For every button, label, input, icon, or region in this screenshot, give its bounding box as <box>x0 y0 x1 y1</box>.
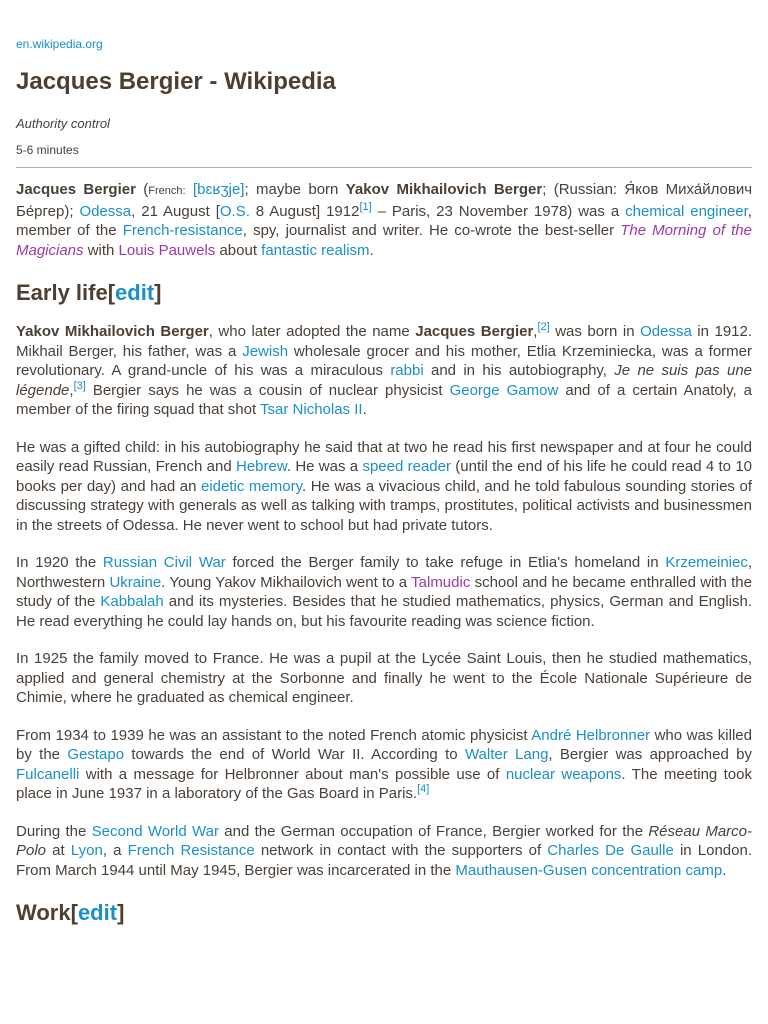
ukraine-link[interactable]: Ukraine <box>109 573 162 591</box>
rabbi-link[interactable]: rabbi <box>390 362 424 379</box>
subject-name: Jacques Bergier <box>16 181 136 198</box>
section-heading-early-life: Early life[edit] <box>16 280 162 305</box>
birth-name: Yakov Mikhailovich Berger <box>345 181 543 198</box>
odessa-link[interactable]: Odessa <box>79 202 132 220</box>
odessa-link[interactable]: Odessa <box>640 323 692 340</box>
walter-lang-link[interactable]: Walter Lang <box>464 746 549 763</box>
hebrew-link[interactable]: Hebrew <box>235 458 287 475</box>
read-time: 5-6 minutes <box>16 143 79 157</box>
charles-de-gaulle-link[interactable]: Charles De Gaulle <box>547 842 674 859</box>
edit-early-life-link[interactable]: edit <box>115 280 155 305</box>
george-gamow-link[interactable]: George Gamow <box>449 381 559 399</box>
language-label: French: <box>148 185 186 197</box>
paragraph-refuge: In 1920 the Russian Civil War forced the Berger family to take refuge in Etlia's homeland in Krzemeiniec, Northwestern Ukraine. Young Yakov Mikhailovich went to a Talmudic school and he became enthralled with the study of the Kabbalah and its mysteries. Besides that he studied mathematics, physics, German and English. He read everything he could lay hands on, but his favourite reading was science fiction. <box>16 554 753 630</box>
speed-reader-link[interactable]: speed reader <box>362 458 451 475</box>
eidetic-memory-link[interactable]: eidetic memory <box>201 477 302 495</box>
fulcanelli-link[interactable]: Fulcanelli <box>16 765 80 783</box>
reseau-name: Réseau Marco-Polo <box>16 822 753 859</box>
morning-of-the-magicians-link[interactable]: The Morning of the Magicians <box>16 222 752 259</box>
byline: Authority control <box>16 116 110 131</box>
old-style-link[interactable]: O.S. <box>219 202 250 220</box>
french-resistance-network-link[interactable]: French Resistance <box>127 842 255 859</box>
louis-pauwels-link[interactable]: Louis Pauwels <box>118 241 216 259</box>
paragraph-france: In 1925 the family moved to France. He was a pupil at the Lycée Saint Louis, then he studied mathematics, applied and general chemistry at the Sorbonne and finally he went to the École Nationale Supérieure de Chimie, where he graduated as chemical engineer. <box>16 650 752 706</box>
gestapo-link[interactable]: Gestapo <box>67 746 125 763</box>
paragraph-helbronner: From 1934 to 1939 he was an assistant to the noted French atomic physicist André Helbronner who was killed by the Gestapo towards the end of World War II. According to Walter Lang, Bergier was approached by Fulcanelli with a message for Helbronner about man's possible use of nuclear weapons. The meeting took place in June 1937 in a laboratory of the Gas Board in Paris.[4] <box>16 726 752 802</box>
header-divider <box>16 167 752 168</box>
page-title: Jacques Bergier - Wikipedia <box>16 68 336 95</box>
lyon-link[interactable]: Lyon <box>70 842 103 859</box>
tsar-nicholas-link[interactable]: Tsar Nicholas II <box>260 401 363 418</box>
reference-2-link[interactable]: [2] <box>537 321 550 333</box>
french-resistance-link[interactable]: French-resistance <box>122 222 243 239</box>
autobiography-title: Je ne suis pas une légende <box>16 362 752 399</box>
reference-3-link[interactable]: [3] <box>73 379 86 392</box>
intro-paragraph: Jacques Bergier (French: [bɛʁʒje]; maybe born Yakov Mikhailovich Berger; (Russian: Я́ков Миха́йлович Бе́ргер); Odessa, 21 August [O.S. 8 August] 1912[1] – Paris, 23 November 1978) was a chemical engineer, member of the French-resistance, spy, journalist and writer. He co-wrote the best-seller The Morning of the Magicians with Louis Pauwels about fantastic realism. <box>16 181 753 259</box>
reference-4-link[interactable]: [4] <box>417 783 430 795</box>
fantastic-realism-link[interactable]: fantastic realism <box>261 241 370 259</box>
nuclear-weapons-link[interactable]: nuclear weapons <box>505 765 622 783</box>
article-body <box>16 180 752 942</box>
talmudic-link[interactable]: Talmudic <box>411 573 471 591</box>
andre-helbronner-link[interactable]: André Helbronner <box>531 726 651 744</box>
chemical-engineer-link[interactable]: chemical engineer <box>625 202 748 220</box>
mauthausen-gusen-link[interactable]: Mauthausen-Gusen concentration camp <box>455 861 723 879</box>
paragraph-childhood: He was a gifted child: in his autobiography he said that at two he read his first newspaper and at four he could easily read Russian, French and Hebrew. He was a speed reader (until the end of his life he could read 4 to 10 books per day) and had an eidetic memory. He was a vivacious child, and he told fabulous sounding stories of discussing strategy with generals as well as talking with tramps, prostitutes, political activists and businessmen in the streets of Odessa. He never went to school but had private tutors. <box>16 438 753 534</box>
russian-civil-war-link[interactable]: Russian Civil War <box>102 554 226 571</box>
ipa-link[interactable]: [bɛʁʒje] <box>192 181 245 198</box>
source-domain-link[interactable]: en.wikipedia.org <box>16 37 103 51</box>
jewish-link[interactable]: Jewish <box>242 342 289 360</box>
paragraph-birth: Yakov Mikhailovich Berger, who later adopted the name Jacques Bergier,[2] was born in Odessa in 1912. Mikhail Berger, his father, was a Jewish wholesale grocer and his mother, Etlia Krzeminiecka, was a former revolutionary. A grand-uncle of his was a miraculous rabbi and in his autobiography, Je ne suis pas une légende,[3] Bergier says he was a cousin of nuclear physicist George Gamow and of a certain Anatoly, a member of the firing squad that shot Tsar Nicholas II. <box>16 321 753 418</box>
edit-work-link[interactable]: edit <box>77 900 118 925</box>
second-world-war-link[interactable]: Second World War <box>91 822 219 840</box>
reference-1-link[interactable]: [1] <box>359 200 372 213</box>
paragraph-war: During the Second World War and the German occupation of France, Bergier worked for the Réseau Marco-Polo at Lyon, a French Resistance network in contact with the supporters of Charles De Gaulle in London. From March 1944 until May 1945, Bergier was incarcerated in the Mauthausen-Gusen concentration camp. <box>16 822 753 879</box>
section-heading-work: Work[edit] <box>16 900 125 925</box>
kabbalah-link[interactable]: Kabbalah <box>100 593 164 610</box>
krzemeiniec-link[interactable]: Krzemeiniec <box>665 554 748 571</box>
